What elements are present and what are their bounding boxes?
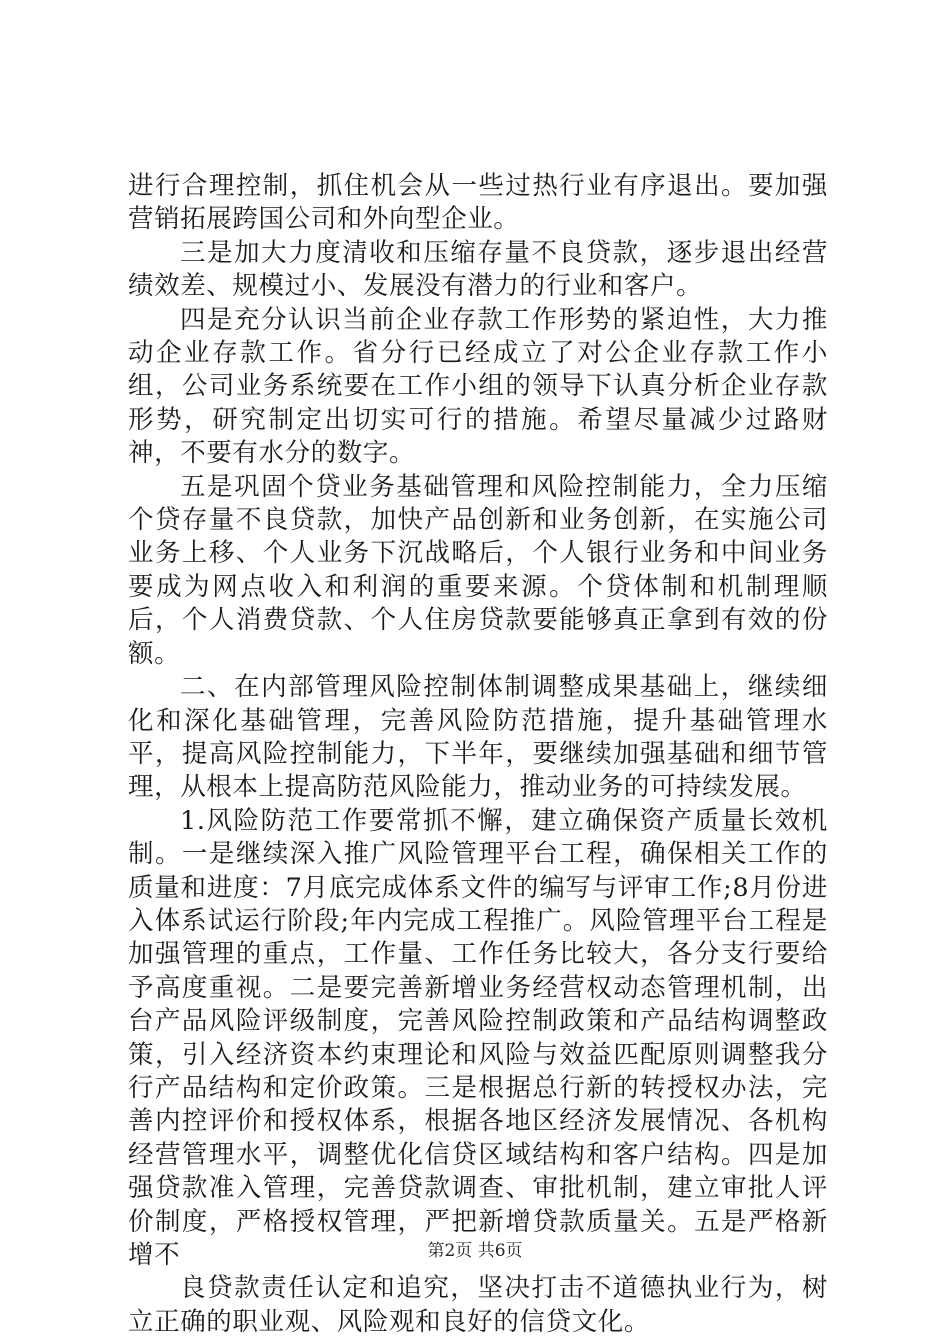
paragraph-section-two: 二、在内部管理风险控制体制调整成果基础上，继续细化和深化基础管理，完善风险防范措施，提升基础管理水平，提高风险控制能力，下半年，要继续加强基础和细节管理，从根本上提高防范风险能力，推动业务的可持续发展。 bbox=[128, 672, 828, 803]
page-number-footer: 第2页 共6页 bbox=[427, 1241, 523, 1261]
paragraph-item-one-continued: 良贷款责任认定和追究，坚决打击不道德执业行为，树立正确的职业观、风险观和良好的信贷文化。 bbox=[128, 1273, 828, 1337]
paragraph-item-one: 1.风险防范工作要常抓不懈，建立确保资产质量长效机制。一是继续深入推广风险管理平台工程，确保相关工作的质量和进度：7月底完成体系文件的编写与评审工作;8月份进入体系试运行阶段;年内完成工程推广。风险管理平台工程是加强管理的重点，工作量、工作任务比较大，各分支行要给予高度重视。二是要完善新增业务经营权动态管理机制，出台产品风险评级制度，完善风险控制政策和产品结构调整政策，引入经济资本约束理论和风险与效益匹配原则调整我分行产品结构和定价政策。三是根据总行新的转授权办法，完善内控评价和授权体系，根据各地区经济发展情况、各机构经营管理水平，调整优化信贷区域结构和客户结构。四是加强贷款准入管理，完善贷款调查、审批机制，建立审批人评价制度，严格授权管理，严把新增贷款质量关。五是严格新增不 bbox=[128, 805, 828, 1270]
paragraph-point-three: 三是加大力度清收和压缩存量不良贷款，逐步退出经营绩效差、规模过小、发展没有潜力的行业和客户。 bbox=[128, 237, 828, 302]
paragraph-point-five: 五是巩固个贷业务基础管理和风险控制能力，全力压缩个贷存量不良贷款，加快产品创新和业务创新，在实施公司业务上移、个人业务下沉战略后，个人银行业务和中间业务要成为网点收入和利润的重要来源。个贷体制和机制理顺后，个人消费贷款、个人住房贷款要能够真正拿到有效的份额。 bbox=[128, 471, 828, 669]
document-body bbox=[128, 170, 828, 1339]
paragraph-continuation: 进行合理控制，抓住机会从一些过热行业有序退出。要加强营销拓展跨国公司和外向型企业。 bbox=[128, 171, 828, 235]
paragraph-point-four: 四是充分认识当前企业存款工作形势的紧迫性，大力推动企业存款工作。省分行已经成立了对公企业存款工作小组，公司业务系统要在工作小组的领导下认真分析企业存款形势，研究制定出切实可行的措施。希望尽量减少过路财神，不要有水分的数字。 bbox=[128, 304, 828, 469]
